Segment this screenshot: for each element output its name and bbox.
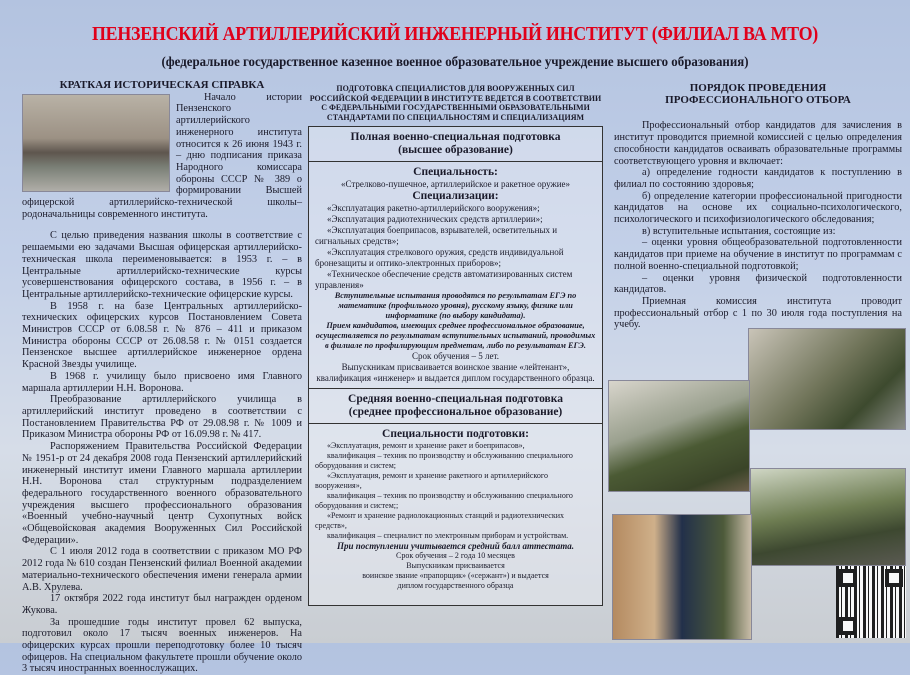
history-paragraph-1 — [22, 92, 302, 221]
qualification-item: квалификация – специалист по электронным приборам и устройствам. — [327, 531, 569, 540]
full-training-header — [309, 127, 602, 162]
spo-admission: Прием кандидатов, имеющих среднее профессиональное образование, осуществляется по результатам вступительных испытаний, проводимых в филиале по профилирующим предметам, либо по результатам ЕГЭ. — [315, 321, 596, 350]
specialties-label: Специальности подготовки: — [382, 428, 529, 440]
graduates-info: Выпускникам присваивается — [406, 561, 505, 570]
history-heading: КРАТКАЯ ИСТОРИЧЕСКАЯ СПРАВКА — [59, 79, 265, 91]
history-paragraph: С 1 июля 2012 года в соответствии с приказом МО РФ 2012 года № 610 создан Пензенский филиал Военной академии материально-технического обеспечения имени генерала армии А.В. Хрулева. — [22, 546, 302, 593]
specialty-label: Специальность: — [413, 166, 498, 178]
history-paragraph: Преобразование артиллерийского училища в артиллерийский институт проведено в соответствии с Постановлением Правительства РФ от 29.08.98 г. № 1009 и Приказом Министра обороны РФ от 16.09.98 г. № 417. — [22, 394, 302, 441]
specialty-item: «Ремонт и хранение радиолокационных станций и радиотехнических средств», — [315, 511, 565, 530]
selection-paragraph: а) определение годности кандидатов к поступлению в филиал по состоянию здоровья; — [614, 167, 902, 190]
attestation-note: При поступлении учитывается средний балл аттестата. — [336, 541, 575, 551]
specializations-label: Специализации: — [412, 190, 499, 202]
history-paragraph: С целью приведения названия школы в соответствие с решаемыми ею задачами Высшая офицерская артиллерийско-техническая школа переименовывается: в 1953 г. – в Центральные артиллерийско-технические курсы усовершенствования офицерского состава, в 1956 г. – в Центральные артиллерийско-технические офицерские курсы. — [22, 230, 302, 300]
full-training-subtitle: (высшее образование) — [398, 144, 513, 156]
photo-award-ceremony — [612, 514, 752, 640]
poster-title: ПЕНЗЕНСКИЙ АРТИЛЛЕРИЙСКИЙ ИНЖЕНЕРНЫЙ ИНСТИТУТ (ФИЛИАЛ ВА МТО) — [92, 24, 818, 45]
selection-paragraph: – оценки уровня общеобразовательной подготовленности кандидатов при приеме на обучение в институт по программам с полной военно-специальной подготовкой; — [614, 237, 902, 272]
qualification-item: квалификация – техник по производству и обслуживанию специального оборудования и систем;; — [315, 491, 573, 510]
secondary-training-title: Средняя военно-специальная подготовка — [348, 393, 563, 405]
history-column — [22, 80, 302, 675]
photo-cadets-classroom — [608, 380, 750, 492]
graduates-info: воинское звание «прапорщик» («сержант») и выдается — [362, 571, 549, 580]
selection-heading: ПОРЯДОК ПРОВЕДЕНИЯ — [689, 82, 827, 94]
photo-cadets-weapons — [750, 468, 906, 566]
secondary-training-header — [309, 389, 602, 424]
specialty-item: «Эксплуатация, ремонт и хранение ракетного и артиллерийского вооружения», — [315, 471, 548, 490]
history-paragraph: В 1968 г. училищу было присвоено имя Главного маршала артиллерии Н.Н. Воронова. — [22, 370, 302, 394]
selection-column — [614, 83, 902, 331]
history-intro — [22, 92, 302, 221]
history-paragraph: За прошедшие годы институт провел 62 выпуска, подготовил около 17 тысяч военных инженеров. На офицерских курсах прошли переподготовку более 10 тысяч офицеров. На специальном факультете прошли обучение около 3 тысяч иностранных военнослужащих. — [22, 616, 302, 675]
training-box — [308, 126, 603, 606]
specialization-item: «Эксплуатация радиотехнических средств артиллерии»; — [327, 214, 543, 224]
poster-subtitle: (федеральное государственное казенное военное образовательное учреждение высшего образования) — [161, 55, 749, 70]
specialization-item: «Эксплуатация стрелкового оружия, средств индивидуальной бронезащиты и оптико-электронных приборов»; — [315, 247, 564, 268]
graduates-info: Выпускникам присваивается воинское звание «лейтенант», квалификация «инженер» и выдается диплом государственного образца. — [316, 362, 595, 383]
photo-cadet-instrument — [748, 328, 906, 430]
selection-heading: ПРОФЕССИОНАЛЬНОГО ОТБОРА — [665, 93, 851, 106]
history-paragraph: Распоряжением Правительства Российской Федерации № 1951-р от 24 декабря 2008 года Пензенский артиллерийский инженерный институт имени Главного маршала артиллерии Н.Н. Воронова стал структурным подразделением федерального государственного военного образовательного учреждения высшего профессионального образования «Военный учебно-научный центр Сухопутных войск «Общевойсковая академия Вооруженных Сил Российской Федерации». — [22, 441, 302, 546]
history-paragraph: 17 октября 2022 года институт был награжден орденом Жукова. — [22, 593, 302, 616]
specialty-item: «Эксплуатация, ремонт и хранение ракет и боеприпасов», — [327, 441, 525, 450]
selection-paragraph: Профессиональный отбор кандидатов для зачисления в институт проводится приемной комиссией с целью определения способности кандидатов осваивать образовательные программы соответствующего уровня и включает: — [614, 120, 902, 167]
entrance-exams: Вступительные испытания проводятся по результатам ЕГЭ по математике (профильного уровня), русскому языку, физике или информатике (по выбору кандидата). — [334, 291, 577, 320]
specialization-item: «Эксплуатация боеприпасов, взрывателей, осветительных и сигнальных средств»; — [315, 225, 558, 246]
study-term: Срок обучения – 5 лет. — [412, 351, 499, 361]
selection-paragraph: – оценки уровня физической подготовленности кандидатов. — [614, 272, 902, 296]
full-training-body — [309, 162, 602, 389]
specialty: «Стрелково-пушечное, артиллерийское и ракетное оружие» — [340, 179, 571, 189]
secondary-training-body — [309, 424, 602, 605]
building-photo — [22, 94, 170, 192]
qr-code[interactable] — [836, 566, 906, 638]
training-heading: ПОДГОТОВКА СПЕЦИАЛИСТОВ ДЛЯ ВООРУЖЕННЫХ СИЛ РОССИЙСКОЙ ФЕДЕРАЦИИ В ИНСТИТУТЕ ВЕДЕТСЯ В СООТВЕТСТВИИ С ФЕДЕРАЛЬНЫМИ ГОСУДАРСТВЕННЫМИ ОБРАЗОВАТЕЛЬНЫМИ СТАНДАРТАМИ ПО СПЕЦИАЛЬНОСТЯМ И СПЕЦИАЛИЗАЦИЯМ — [309, 84, 602, 122]
study-term: Срок обучения – 2 года 10 месяцев — [396, 551, 515, 560]
full-training-title: Полная военно-специальная подготовка — [350, 131, 561, 143]
selection-paragraph: в) вступительные испытания, состоящие из: — [642, 225, 836, 237]
selection-paragraph: Приемная комиссия института проводит профессиональный отбор с 1 по 30 июля года поступления на учебу. — [614, 295, 902, 331]
specialization-item: «Эксплуатация ракетно-артиллерийского вооружения»; — [327, 203, 540, 213]
selection-paragraph: б) определение категории профессиональной пригодности кандидатов на основе их социально-психологического, психологического и психофизиологического обследования; — [614, 190, 902, 226]
secondary-training-subtitle: (среднее профессиональное образование) — [348, 406, 563, 418]
history-text-1: Начало истории Пензенского артиллерийского инженерного института относится к 26 июня 1943 г. – дню подписания приказа Народного комиссара обороны СССР № 389 о формировании Высшей офицерской артиллерийско-технической школы–родоначальницы современного института. — [22, 91, 302, 220]
graduates-info: диплом государственного образца — [397, 581, 514, 590]
training-column — [308, 84, 603, 606]
specialization-item: «Техническое обеспечение средств автоматизированных систем управления» — [315, 269, 573, 290]
qualification-item: квалификация – техник по производству и обслуживанию специального оборудования и систем; — [315, 451, 573, 470]
history-paragraph: В 1958 г. на базе Центральных артиллерийско-технических офицерских курсов Постановлением Совета Министров СССР от 6.08.58 г. № 876 – 411 и приказом Министра обороны СССР от 26.08.58 г. № 0151 создается Пензенское высшее артиллерийское инженерное ордена Красной Звезды училище. — [22, 300, 302, 371]
